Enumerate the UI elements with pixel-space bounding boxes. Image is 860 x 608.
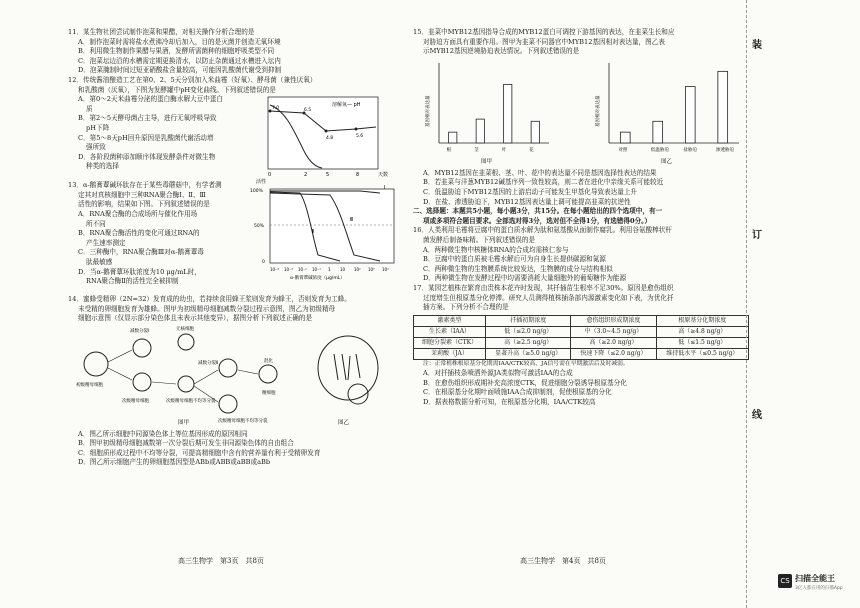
q15a-category-3: 花 [529,147,534,153]
q14-caption-b: 图乙 [338,419,350,426]
q13-line-9: D．当α-鹅膏蕈环肽浓度为10 μg/mL时， [78,267,201,276]
q15-opt-a: A．MYB12基因在韭菜根、茎、叶、花中的表达量不同是基因选择性表达的结果 [423,168,657,177]
section-2-line-1: 项或多项符合题目要求。全部选对得3分，选对但不全得1分，有选错得0分。） [423,216,652,225]
q14-label-5: 减数分裂Ⅱ [198,360,219,366]
binding-char-top: 装 [752,40,762,51]
q13-activity-chart [250,175,398,289]
q16-opt-b: B．豆腐中的蛋白质被毛霉水解后可为自身生长提供碳源和氮源 [423,255,606,264]
q12-opt-c2: 强所致 [86,143,106,152]
q12-opt-a2: 质 [86,104,93,113]
q13-ytick-2: 0 [262,260,265,266]
binding-margin [746,0,775,608]
q15a-bar-1 [476,119,484,143]
q15-opt-d: D．在盐、渗透胁迫下，MYB12基因表达量上调可能提高韭菜的抗逆性 [423,197,631,206]
q12-point-3: 4.8 [326,136,334,142]
table-cell: 茉莉酸（JA） [414,348,486,359]
q17-opt-b: B．在愈伤组织形成期补充高浓度CTK，促进细胞分裂诱导根原基分化 [423,378,627,387]
q13-xtick-6: 10² [354,267,361,273]
q14-line-0: 14．蜜蜂受精卵（2N=32）发育成的幼虫，若持续食用蜂王浆则发育为蜂王，否则发育为工蜂。 [68,295,351,304]
q13-line-5: B．RNA聚合酶活性的变化可通过RNA的 [78,229,200,238]
q15-line-1: 对胁迫方面具有重要作用。图甲为韭菜不同器官中MYB12基因相对表达量，图乙表 [423,37,665,46]
q14-label-6: 次级精母细胞不均等分裂 [218,418,268,424]
q13-xtick-1: 10⁻³ [284,267,293,273]
table-cell: 快速下降（≤2.0 ng/g） [571,348,656,359]
table-cell: 高（≥2.0 ng/g） [571,337,656,348]
q16-opt-d: D．两种微生物在发酵过程中均需要消耗大量细胞外的葡萄糖作为能源 [423,274,627,283]
binding-char-mid: 订 [752,230,762,241]
left-footer: 高三生物学 第3页 共8页 [178,557,264,565]
q17-line-1: 过度增生但根原基分化停滞。研究人员测得植株插条部内源激素变化如下表，为优化扦 [423,293,674,302]
q13-ytick-1: 50% [254,224,265,230]
camscanner-slogan: 3亿人都在用的扫描App [795,586,843,591]
q14-label-8: 精细胞 [262,390,276,396]
q15a-ylabel: 基因相对表达量 [426,95,431,127]
q13-ytick-0: 100% [250,189,263,195]
q12-opt-d2: 种类的选择 [86,162,119,171]
q11-opt-d: D．泡菜腌制时间过短亚硝酸盐含量较高，可能因乳酸菌代谢受到抑制 [78,66,282,75]
table-header: 激素类型 [414,315,486,326]
camscanner-logo: CS [778,574,792,588]
q12-opt-b1: B．第2～5天酵母菌占主导，进行无氧呼吸导致 [78,114,217,123]
q11-opt-a: A．制作泡菜时需将盐水煮沸冷却后加入，目的是灭菌并创造无氧环境 [78,37,281,46]
q15-chart-b [593,57,743,167]
q13-line-3: A．RNA聚合酶的合成场所与催化作用场 [78,209,198,218]
q12-point-2: 6.5 [304,108,312,114]
table-cell: 中（3.0~4.5 ng/g） [571,326,656,337]
q15b-bar-3 [718,71,728,143]
q14-label-0: 初级精母细胞 [76,382,103,388]
q17-line-2: 插方案。下列分析不合理的是 [423,303,509,312]
q15-chart-a [423,57,553,167]
section-2-line-0: 二、选择题：本题共5小题，每小题3分，共15分。在每小题给出的四个选项中，有一 [413,207,663,216]
q16-opt-a: A．两种微生物中核糖体RNA的合成均需核仁参与 [423,245,569,254]
q15b-bar-0 [620,132,630,143]
q13-line-2: 活性的影响，结果如下图。下列叙述错误的是 [78,200,210,209]
table-cell: 细胞分裂素（CTK） [414,337,486,348]
q14-figure [68,324,396,426]
q15-figures [413,57,749,169]
q15a-category-2: 叶 [501,147,507,153]
table-row [414,337,749,348]
q15-line-2: 示MYB12基因逆境胁迫表达情况。下列叙述错误的是 [423,47,580,56]
left-column [68,28,396,468]
camscanner-name: 扫描全能王 [795,574,835,583]
q15-opt-b: B．若韭菜与洋葱MYB12碱基序列一致性较高，则二者在进化中亲缘关系可能较近 [423,178,664,187]
table-cell: 低（≤1.5 ng/g） [656,337,748,348]
q14-caption-a: 图甲 [178,419,190,426]
q13-xtick-3: 10⁻¹ [312,267,321,273]
table-row [414,326,749,337]
q12-point-1: 7.0 [272,106,280,112]
right-footer: 高三生物学 第4页 共8页 [520,557,606,565]
q15a-bar-0 [449,132,457,143]
q15b-category-1: 低温胁迫 [650,147,669,153]
q12-legend: 溶解氧— pH [332,102,361,109]
q15a-category-0: 根 [446,147,452,153]
q13-series-3: Ⅲ [350,217,354,224]
q12-stem-2: 和乳酸菌（厌氧），下图为发酵罐中pH变化曲线。下列叙述错误的是 [78,85,276,94]
q12-xtick-2: 5 [326,172,330,179]
q14-line-1: 未受精的卵细胞发育为雄蜂。图甲为初级精母细胞减数分裂过程示意图，图乙为初级精母 [78,304,336,313]
q13-xtick-0: 10⁻⁴ [270,267,279,273]
q15a-bar-2 [504,84,512,143]
q13-xtick-4: 1 [328,267,331,273]
q14-label-2: 无核细胞 [176,326,194,332]
q11-opt-c: C．泡菜坛边沿的水槽需定期更换清水，以防止杂菌通过水槽进入坛内 [78,56,281,65]
q15a-caption: 图甲 [481,158,493,165]
q13-line-7: C．三种酶中，RNA聚合酶Ⅲ对α-鹅膏蕈毒 [78,248,204,257]
q13-xlabel: α-鹅膏蕈碱浓度（μg/mL） [290,276,345,282]
q17-opt-d: D．据表格数据分析可知，在根原基分化期，IAA/CTK较高 [423,398,596,407]
q14-label-7: 混化 [264,358,273,364]
table-cell: 高（≥2.5 ng/g） [486,337,571,348]
q11-stem: 11．某生物社团尝试制作泡菜和果醋，对相关操作分析合理的是 [68,28,255,36]
q15b-category-0: 对照 [618,147,628,153]
q15-opt-c: C．低温胁迫下MYB12基因的上游启动子可能发生甲基化导致表达量上升 [423,187,638,196]
q12-point-4: 5.6 [356,134,364,140]
q12-xtick-1: 2 [304,172,308,179]
q13-xtick-2: 10⁻² [298,267,307,273]
q12-opt-c1: C．第5～8天pH回升原因是乳酸菌代谢活动增 [78,133,214,142]
q14-label-1: 减数分裂Ⅰ [130,328,150,334]
q12-ph-chart [246,91,396,186]
q17-table-note: 注：正常植株根原基分化期需IAA/CTK较高，JA信号需在早期激活后及时减弱。 [423,360,629,367]
binding-char-bottom: 线 [752,410,762,421]
table-header: 根原基分化期浓度 [656,315,748,326]
q13-block [68,181,396,295]
q14-opt-c: C．细胞质形成过程中不均等分裂，可提高精细胞中含有的营养量有利于受精卵发育 [78,448,321,457]
q12-xtick-3: 8 [356,172,360,179]
q13-xtick-7: 10³ [368,267,375,273]
q13-ylabel: 活性 [256,179,267,186]
q12-opt-d1: D．各阶段菌种添加顺序体现发酵条件对微生物 [78,152,216,161]
q11-opt-b: B．利用微生物制作果醋与果酒，发酵所需菌种的细胞呼吸类型不同 [78,47,275,56]
q15a-bar-3 [531,121,539,143]
q12-xtick-0: 0 [268,172,272,179]
q13-line-10: RNA聚合酶Ⅱ的活性完全被抑制 [86,277,179,286]
q12-xlabel: 天数 [378,172,389,179]
q15b-category-3: 渗透胁迫 [715,147,734,153]
q17-line-0: 17．某园艺植株在繁育由贵株本花卉时发现，其扦插苗生根率不足30%。原因是愈伤组织 [413,283,674,292]
table-cell: 高（≥4.8 ng/g） [656,326,748,337]
q13-line-1: 定其对真核细胞中三种RNA聚合酶Ⅰ、Ⅱ、Ⅲ [78,190,206,199]
table-header: 扦插初期浓度 [486,315,571,326]
q13-xtick-5: 10 [340,267,346,273]
q14-opt-a: A．图乙所示细胞中同源染色体上等位基因形成的原因相同 [78,429,248,438]
q12-opt-a1: A．第0～2天米曲霉分泌的蛋白酶水解大豆中蛋白 [78,95,224,104]
q14-label-3: 次级精母细胞 [122,398,149,404]
q13-line-8: 肽最敏感 [86,257,113,266]
table-cell: 低（≤2.0 ng/g） [486,326,571,337]
q13-series-1: Ⅰ [384,185,386,192]
q15b-ylabel: 基因相对表达量 [596,95,601,127]
q15b-caption: 图乙 [661,158,673,165]
table-row [414,348,749,359]
q14-label-4: 次级精母细胞不均等分裂 [166,398,216,404]
q15b-bar-2 [685,86,695,142]
q17-opt-c: C．在根原基分化期叶面喷施IAA合成抑制剂，促使根原基的分化 [423,388,612,397]
table-cell: 生长素（IAA） [414,326,486,337]
q16-line-1: 菌发酵后制备味精。下列叙述错误的是 [423,235,536,244]
table-header: 愈伤组织形成期浓度 [571,315,656,326]
q13-line-4: 所不同 [86,219,106,228]
q13-xtick-8: 10⁴ [382,267,389,273]
q15a-category-1: 茎 [474,147,479,153]
q15b-bar-1 [653,121,663,143]
q14-opt-d: D．图乙所示细胞产生的卵细胞基因型是ABb或ABB或aBB或aBb [78,458,271,467]
q16-line-0: 16．人类利用毛霉将豆腐中的蛋白质水解为肽和氨基酸从面制作腐乳。利用谷氨酸棒状杆 [413,226,672,235]
q13-series-2: Ⅱ [312,229,315,236]
q13-line-0: 13．α-鹅膏蕈碱环肽存在于某些毒蘑菇中，有学者测 [68,181,222,190]
table-cell: 维持低水平（≤0.5 ng/g） [656,348,748,359]
q14-opt-b: B．图甲初级精母细胞减数第一次分裂后期可发生非同源染色体的自由组合 [78,439,294,448]
q12-opt-b2: pH下降 [86,123,110,132]
q17-opt-a: A．对扦插枝条喷洒外源JA类似物可激活IAA的合成 [423,369,573,378]
q13-line-6: 产生速率测定 [86,238,126,247]
q15-line-0: 15．韭菜中MYB12基因指导合成的MYB12蛋白可调控下游基因的表达，在韭菜生长和应 [413,28,675,36]
q14-line-2: 细胞示意图（仅显示部分染色体且未表示其他变异），据图分析下列叙述正确的是 [78,314,313,323]
q15b-category-2: 盐胁迫 [683,147,697,153]
q12-block [68,95,396,181]
q12-stem-1: 12．传统酱油酿造工艺在第0、2、5天分别加入米曲霉（好氧）、酵母菌（兼性厌氧） [68,75,317,84]
q17-hormone-table [413,315,749,360]
q16-opt-c: C．两种微生物的生物膜系统比较发达，生物膜的成分与结构相似 [423,264,613,273]
table-cell: 显著升高（≥5.0 ng/g） [486,348,571,359]
right-column [413,28,749,408]
